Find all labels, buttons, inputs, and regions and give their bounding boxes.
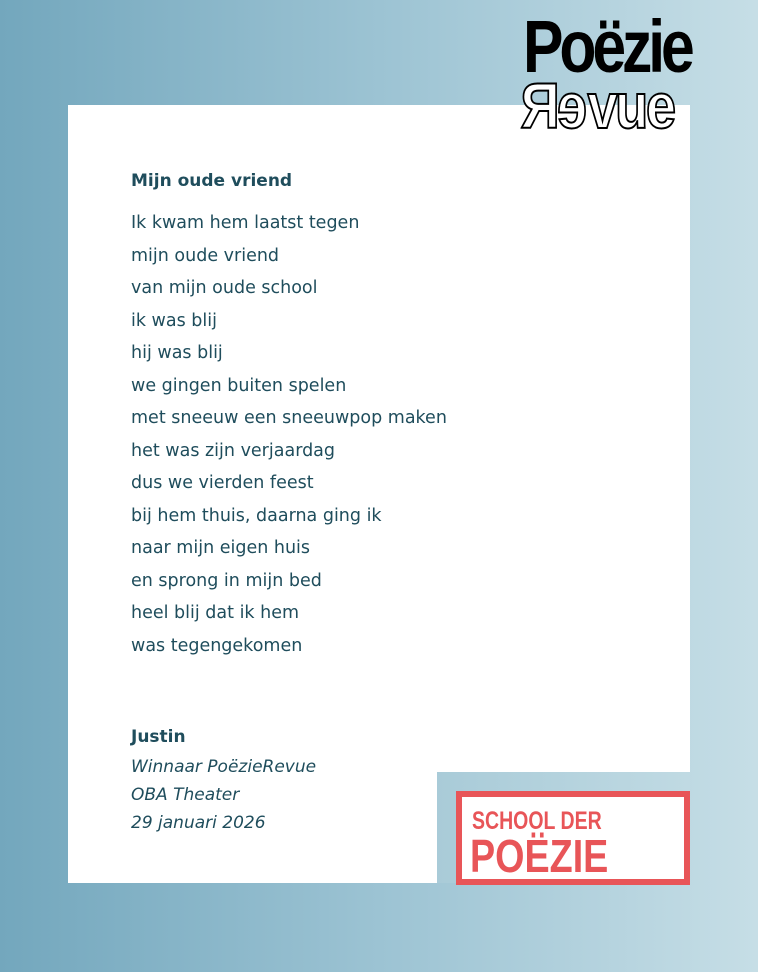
poem-line: was tegengekomen (131, 635, 303, 656)
author-info (131, 753, 316, 837)
poem-line: hij was blij (131, 343, 223, 363)
date: 29 januari 2026 (131, 813, 266, 833)
venue: OBA Theater (131, 785, 240, 805)
poem-line: met sneeuw een sneeuwpop maken (131, 408, 447, 428)
poem-line: we gingen buiten spelen (131, 375, 347, 396)
logo-line2: Revue (523, 70, 674, 142)
poem-line: bij hem thuis, daarna ging ik (131, 505, 382, 526)
poem-line: naar mijn eigen huis (131, 538, 311, 558)
poem-line: en sprong in mijn bed (131, 570, 322, 591)
poezie-revue-logo (523, 5, 748, 142)
logo-bottom-line2: POËZIE (470, 830, 609, 882)
poem-line: heel blij dat ik hem (131, 603, 300, 623)
school-der-poezie-logo (456, 791, 690, 885)
logo-bottom-line1: SCHOOL DER (472, 807, 602, 835)
poem-lines (131, 207, 447, 662)
logo-line1: Poëzie (523, 5, 691, 88)
award: Winnaar PoëzieRevue (131, 757, 317, 777)
poem-title: Mijn oude vriend (131, 171, 293, 191)
poem-line: ik was blij (131, 310, 217, 331)
poem-line: mijn oude vriend (131, 245, 280, 266)
poem-line: Ik kwam hem laatst tegen (131, 213, 360, 233)
author-name: Justin (131, 727, 186, 747)
poem-line: het was zijn verjaardag (131, 440, 336, 461)
poem-line: van mijn oude school (131, 278, 318, 298)
poem-line: dus we vierden feest (131, 473, 314, 493)
